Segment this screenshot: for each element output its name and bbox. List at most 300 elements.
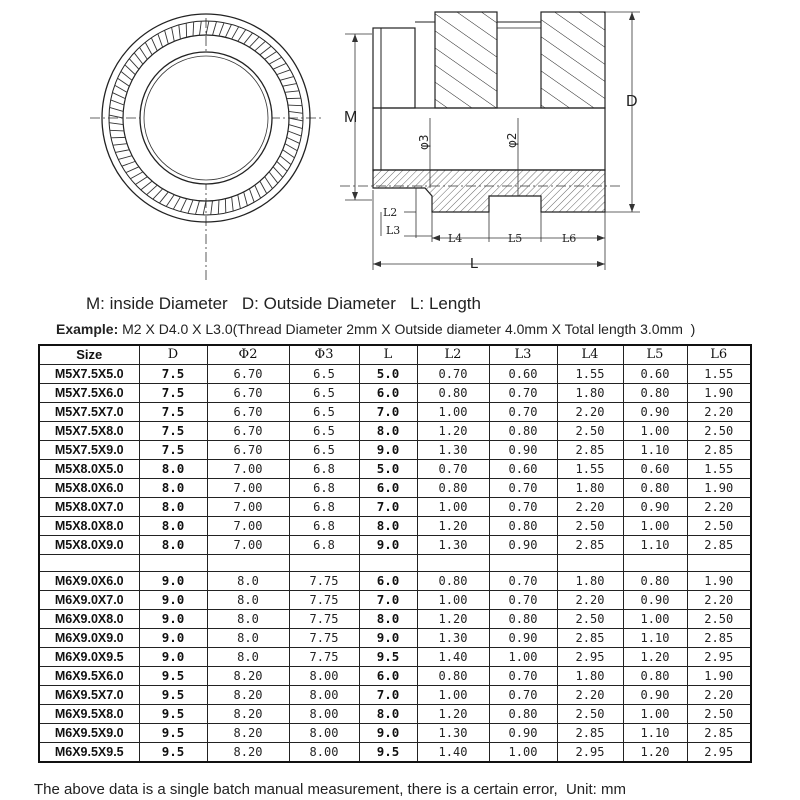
empty-cell [359,555,417,572]
table-cell-l5: 0.90 [623,591,687,610]
table-cell-l4: 2.20 [557,498,623,517]
knurl-tooth [121,71,132,80]
table-cell-l3: 1.00 [489,648,557,667]
column-header: L [359,345,417,365]
table-cell-phi2: 6.70 [207,403,289,422]
table-cell-l3: 0.70 [489,667,557,686]
table-cell-l3: 0.90 [489,724,557,743]
table-cell-phi2: 8.20 [207,667,289,686]
knurl-tooth [139,47,147,59]
table-cell-d: 9.0 [139,610,207,629]
knurl-tooth [211,201,213,215]
table-cell-l5: 0.80 [623,667,687,686]
table-cell-phi2: 8.0 [207,610,289,629]
table-row [39,536,751,555]
table-cell-d: 9.0 [139,629,207,648]
table-cell-d: 8.0 [139,460,207,479]
table-cell-l3: 0.70 [489,479,557,498]
knurl-tooth [269,172,278,183]
table-cell-l5: 0.80 [623,479,687,498]
table-cell-l3: 0.70 [489,572,557,591]
knurl-tooth [173,197,180,209]
table-cell-size: M6X9.0X9.0 [39,629,139,648]
table-cell-l4: 2.85 [557,441,623,460]
table-cell-l6: 2.50 [687,610,751,629]
table-row [39,629,751,648]
table-cell-l5: 1.00 [623,422,687,441]
label-l3: L3 [386,224,401,237]
table-cell-phi2: 8.20 [207,686,289,705]
table-cell-l: 8.0 [359,705,417,724]
knurl-tooth [165,30,169,44]
table-cell-l4: 2.50 [557,610,623,629]
table-cell-d: 7.5 [139,365,207,384]
empty-cell [207,555,289,572]
table-cell-d: 8.0 [139,536,207,555]
table-row [39,705,751,724]
table-row [39,667,751,686]
table-cell-l3: 0.90 [489,441,557,460]
knurl-tooth [218,200,219,214]
table-cell-l5: 1.10 [623,629,687,648]
table-cell-d: 9.5 [139,686,207,705]
end-view [90,14,323,280]
knurl-tooth [126,167,139,173]
table-cell-l2: 1.40 [417,743,489,763]
table-cell-l: 9.0 [359,724,417,743]
table-cell-size: M5X7.5X6.0 [39,384,139,403]
table-cell-l2: 1.00 [417,591,489,610]
table-cell-l6: 1.90 [687,667,751,686]
table-cell-l2: 0.80 [417,667,489,686]
table-cell-l3: 0.90 [489,536,557,555]
table-row [39,517,751,536]
table-row [39,384,751,403]
table-cell-d: 7.5 [139,441,207,460]
table-cell-l2: 0.80 [417,572,489,591]
table-cell-d: 9.0 [139,648,207,667]
table-cell-l5: 0.80 [623,384,687,403]
table-cell-d: 7.5 [139,422,207,441]
column-header: L5 [623,345,687,365]
table-cell-l5: 0.90 [623,686,687,705]
table-cell-l2: 1.30 [417,536,489,555]
knurl-tooth [249,189,254,202]
table-cell-l3: 0.80 [489,610,557,629]
table-cell-l6: 1.55 [687,460,751,479]
knurl-tooth [141,181,152,190]
table-cell-phi2: 8.0 [207,591,289,610]
table-cell-l2: 1.30 [417,629,489,648]
table-row [39,422,751,441]
column-header: L3 [489,345,557,365]
table-cell-l2: 1.00 [417,403,489,422]
knurl-tooth [285,144,297,151]
table-cell-phi2: 7.00 [207,460,289,479]
table-cell-l2: 1.30 [417,441,489,460]
table-cell-l: 6.0 [359,479,417,498]
table-cell-phi2: 6.70 [207,422,289,441]
table-cell-phi2: 7.00 [207,498,289,517]
side-view [340,12,640,270]
label-d: D [626,93,638,110]
table-cell-d: 9.0 [139,591,207,610]
table-cell-d: 8.0 [139,517,207,536]
knurl-tooth [219,23,224,36]
table-cell-l3: 0.70 [489,686,557,705]
knurl-tooth [159,192,168,203]
knurl-tooth [287,137,300,143]
table-cell-phi3: 8.00 [289,667,359,686]
table-cell-l5: 0.90 [623,498,687,517]
table-cell-phi3: 6.8 [289,517,359,536]
knurl-tooth [232,27,239,39]
table-cell-phi2: 8.0 [207,572,289,591]
table-cell-l: 5.0 [359,365,417,384]
empty-cell [289,555,359,572]
table-cell-phi3: 8.00 [289,724,359,743]
table-cell-l3: 0.80 [489,422,557,441]
table-cell-phi2: 8.0 [207,648,289,667]
legend-d: D: Outside Diameter [241,294,396,313]
table-cell-l2: 0.70 [417,365,489,384]
knurl-tooth [280,156,291,165]
table-cell-phi3: 7.75 [289,591,359,610]
knurl-tooth [166,195,174,207]
knurl-tooth [122,161,135,166]
table-cell-l6: 1.55 [687,365,751,384]
knurl-tooth [225,24,231,37]
table-row [39,498,751,517]
table-row [39,572,751,591]
table-cell-size: M6X9.0X9.5 [39,648,139,667]
table-cell-phi2: 8.0 [207,629,289,648]
label-l5: L5 [508,232,523,245]
knurl-tooth [255,185,261,198]
table-cell-l2: 1.20 [417,517,489,536]
table-cell-size: M6X9.5X6.0 [39,667,139,686]
knurl-tooth [110,107,124,111]
knurl-tooth [289,118,303,121]
knurl-tooth [109,115,123,118]
empty-cell [687,555,751,572]
table-cell-l5: 1.00 [623,610,687,629]
table-cell-size: M5X8.0X5.0 [39,460,139,479]
knurl-tooth [195,201,199,215]
table-row [39,479,751,498]
knurl-tooth [206,21,209,35]
knurl-tooth [244,192,248,206]
knurl-tooth [158,34,163,47]
table-cell-size: M6X9.5X9.0 [39,724,139,743]
table-cell-d: 9.5 [139,724,207,743]
knurl-tooth [238,30,246,42]
table-cell-d: 9.0 [139,572,207,591]
table-cell-l4: 1.55 [557,460,623,479]
table-cell-l6: 2.85 [687,629,751,648]
table-cell-l6: 2.20 [687,591,751,610]
spec-table [38,344,752,763]
knurl-tooth [153,189,163,199]
table-row [39,403,751,422]
table-cell-size: M6X9.0X6.0 [39,572,139,591]
example-label: Example: [56,321,119,337]
table-cell-size: M6X9.5X8.0 [39,705,139,724]
table-cell-l6: 1.90 [687,479,751,498]
table-cell-l: 8.0 [359,422,417,441]
footnote: The above data is a single batch manual measurement, there is a certain error, Unit: mm [34,781,626,798]
table-cell-phi2: 7.00 [207,517,289,536]
table-cell-l5: 1.00 [623,705,687,724]
knurl-tooth [188,200,193,213]
column-header: Φ3 [289,345,359,365]
table-cell-size: M5X8.0X6.0 [39,479,139,498]
table-cell-l3: 0.70 [489,498,557,517]
table-cell-l6: 2.85 [687,536,751,555]
table-cell-l4: 2.85 [557,629,623,648]
knurl-tooth [109,123,123,125]
column-header: L2 [417,345,489,365]
table-cell-l4: 2.20 [557,686,623,705]
label-phi2: φ2 [505,132,519,148]
table-cell-l3: 0.70 [489,403,557,422]
table-cell-l: 9.5 [359,648,417,667]
knurl-tooth [289,111,303,113]
table-cell-l: 6.0 [359,667,417,686]
knurl-tooth [118,156,132,160]
table-cell-l4: 2.20 [557,591,623,610]
knurl-tooth [118,78,130,86]
knurl-tooth [110,130,124,131]
table-cell-l4: 2.50 [557,705,623,724]
empty-cell [139,555,207,572]
legend-m: M: inside Diameter [86,294,228,313]
table-cell-l6: 2.85 [687,441,751,460]
table-cell-l6: 2.50 [687,705,751,724]
table-cell-l6: 2.85 [687,724,751,743]
table-cell-l2: 0.70 [417,460,489,479]
table-cell-l6: 1.90 [687,384,751,403]
empty-cell [39,555,139,572]
table-row [39,743,751,763]
knurl-tooth [277,161,287,171]
table-cell-l2: 1.20 [417,610,489,629]
knurl-tooth [135,177,147,185]
knurl-tooth [111,100,124,105]
knurl-tooth [181,199,187,212]
table-cell-d: 7.5 [139,384,207,403]
table-cell-l4: 2.50 [557,422,623,441]
table-cell-l: 6.0 [359,572,417,591]
knurl-tooth [151,38,157,51]
table-cell-d: 9.5 [139,743,207,763]
table-cell-l6: 2.20 [687,403,751,422]
table-cell-phi3: 6.8 [289,479,359,498]
table-cell-size: M6X9.5X9.5 [39,743,139,763]
table-cell-phi3: 6.8 [289,536,359,555]
table-cell-size: M5X8.0X7.0 [39,498,139,517]
table-cell-l6: 2.50 [687,422,751,441]
table-cell-l4: 2.85 [557,536,623,555]
spec-table-header [39,345,751,365]
table-row [39,648,751,667]
table-cell-l5: 1.10 [623,441,687,460]
knurl-tooth [283,150,295,158]
table-cell-l5: 1.10 [623,536,687,555]
knurl-tooth [265,177,273,189]
table-cell-phi2: 6.70 [207,384,289,403]
knurl-tooth [265,51,277,59]
table-cell-l2: 1.20 [417,705,489,724]
table-cell-d: 9.5 [139,667,207,686]
column-header: D [139,345,207,365]
table-cell-phi3: 6.5 [289,403,359,422]
insert-nut-drawing [0,0,800,290]
empty-cell [489,555,557,572]
table-cell-l4: 1.80 [557,384,623,403]
knurl-tooth [283,84,297,87]
knurl-tooth [232,197,234,211]
knurl-tooth [249,37,259,47]
table-cell-l: 9.0 [359,441,417,460]
knurl-tooth [277,70,290,75]
table-cell-d: 7.5 [139,403,207,422]
table-cell-l: 8.0 [359,610,417,629]
knurl-tooth [280,77,294,81]
example-text: M2 X D4.0 X L3.0(Thread Diameter 2mm X Outside diameter 4.0mm X Total length 3.0mm ) [118,321,696,337]
knurl-tooth [289,125,303,129]
table-cell-phi2: 8.20 [207,724,289,743]
table-cell-size: M6X9.0X8.0 [39,610,139,629]
empty-cell [557,555,623,572]
table-cell-l5: 1.10 [623,724,687,743]
column-header: Size [39,345,139,365]
knurl-tooth [145,42,152,55]
knurl-tooth [172,27,175,41]
table-cell-phi2: 8.20 [207,743,289,763]
table-cell-size: M5X7.5X9.0 [39,441,139,460]
table-cell-l: 7.0 [359,591,417,610]
example-line [56,321,695,337]
table-cell-d: 9.5 [139,705,207,724]
table-cell-l2: 1.30 [417,724,489,743]
knurl-tooth [125,65,135,75]
table-cell-phi3: 6.8 [289,498,359,517]
knurl-tooth [179,25,181,39]
table-cell-l3: 0.70 [489,591,557,610]
table-row [39,724,751,743]
table-cell-l5: 0.80 [623,572,687,591]
label-l2: L2 [383,206,398,219]
table-cell-phi3: 8.00 [289,686,359,705]
table-cell-l4: 2.85 [557,724,623,743]
table-row [39,591,751,610]
knurl-tooth [134,53,143,64]
knurl-tooth [203,201,206,215]
table-cell-l: 5.0 [359,460,417,479]
table-cell-size: M6X9.5X7.0 [39,686,139,705]
knurl-tooth [288,131,301,136]
knurl-tooth [130,172,143,179]
table-cell-l6: 2.95 [687,743,751,763]
table-cell-phi3: 6.5 [289,441,359,460]
empty-cell [417,555,489,572]
knurl-tooth [244,33,253,44]
table-cell-l4: 1.55 [557,365,623,384]
table-cell-l3: 1.00 [489,743,557,763]
knurl-tooth [213,22,217,36]
knurl-tooth [273,63,286,69]
table-cell-l4: 2.95 [557,648,623,667]
empty-cell [623,555,687,572]
table-cell-l4: 2.20 [557,403,623,422]
table-cell-phi3: 6.5 [289,422,359,441]
knurl-tooth [199,21,201,35]
table-cell-phi2: 7.00 [207,479,289,498]
table-cell-l: 7.0 [359,403,417,422]
table-cell-l4: 2.50 [557,517,623,536]
table-cell-l3: 0.60 [489,460,557,479]
table-cell-l2: 1.20 [417,422,489,441]
table-cell-phi3: 7.75 [289,610,359,629]
table-cell-size: M5X8.0X8.0 [39,517,139,536]
table-cell-l3: 0.90 [489,629,557,648]
table-cell-l: 7.0 [359,498,417,517]
column-header: L6 [687,345,751,365]
table-cell-size: M5X7.5X8.0 [39,422,139,441]
table-cell-l: 9.0 [359,629,417,648]
table-cell-phi3: 6.8 [289,460,359,479]
table-cell-size: M6X9.0X7.0 [39,591,139,610]
knurl-tooth [147,185,158,195]
table-cell-l6: 2.20 [687,686,751,705]
knurl-tooth [115,150,129,153]
table-cell-size: M5X8.0X9.0 [39,536,139,555]
column-header: Φ2 [207,345,289,365]
knurl-tooth [112,93,125,99]
table-cell-phi2: 6.70 [207,365,289,384]
table-cell-d: 8.0 [139,498,207,517]
table-cell-size: M5X7.5X7.0 [39,403,139,422]
knurl-tooth [260,181,267,194]
table-cell-l3: 0.80 [489,517,557,536]
knurl-tooth [113,144,127,146]
table-cell-l5: 1.20 [623,648,687,667]
table-cell-l5: 1.20 [623,743,687,763]
table-cell-phi2: 8.20 [207,705,289,724]
table-cell-phi3: 7.75 [289,572,359,591]
legend-l: L: Length [410,294,481,313]
label-l6: L6 [562,232,577,245]
table-cell-l4: 1.80 [557,479,623,498]
knurl-tooth [285,91,299,93]
table-row [39,441,751,460]
table-cell-size: M5X7.5X5.0 [39,365,139,384]
table-cell-phi3: 8.00 [289,743,359,763]
table-cell-l2: 1.00 [417,686,489,705]
table-cell-l2: 0.80 [417,479,489,498]
table-cell-l5: 0.60 [623,365,687,384]
table-cell-l2: 0.80 [417,384,489,403]
table-cell-phi3: 6.5 [289,365,359,384]
group-separator-row [39,555,751,572]
column-header: L4 [557,345,623,365]
table-cell-l5: 1.00 [623,517,687,536]
knurl-tooth [115,85,127,92]
table-cell-l: 6.0 [359,384,417,403]
table-cell-l4: 1.80 [557,572,623,591]
knurl-tooth [238,195,241,209]
